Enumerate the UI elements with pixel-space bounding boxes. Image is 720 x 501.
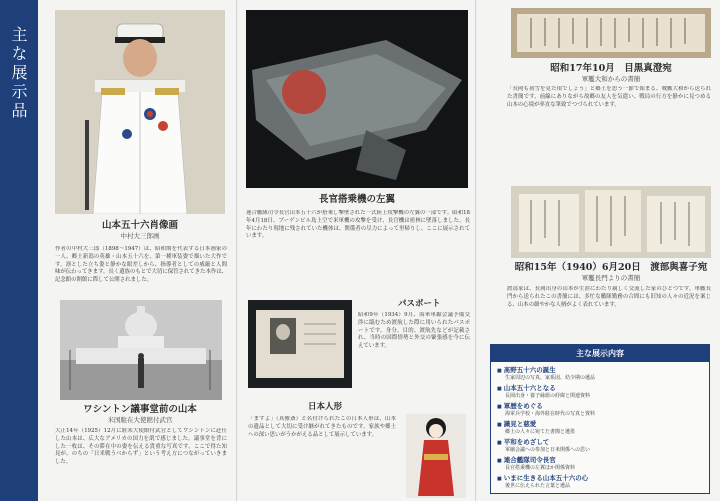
admiral-portrait-image	[55, 10, 225, 214]
highlight-item: ■ 連合艦隊司令長官 長官搭乗機の左翼ほか関係資料	[497, 455, 703, 471]
highlight-item: ■ いまに生きる山本五十六の心 後世に伝えられた言葉と遺品	[497, 473, 703, 489]
highlights-title: 主な展示内容	[491, 345, 709, 362]
highlight-item: ■ 髙野五十六の誕生 生家周辺の写真、家系図、幼少期の遺品	[497, 365, 703, 381]
wing-image	[246, 10, 468, 188]
doll-description: 「ますよ」（真雅斎）と名付けられたこの日本人形は、山本の遺品として大切に受け継がれてきたものです。家族や郷土への深い思いがうかがえる品として展示しています。	[248, 416, 396, 438]
capitol-description: 大正14年（1925）12月に駐米大使館付武官としてワシントンに赴任した山本は、広大なアメリカの国力を肌で感じました。議事堂を背にした一枚は、その滞在中の姿を伝える貴重な写真です。ここで得た知見が、のちの「日米戦うべからず」という考え方につながっていきました。	[55, 428, 227, 466]
doll-title: 日本人形	[308, 402, 343, 412]
wing-description: 連合艦隊司令長官山本五十六が搭乗し撃墜された一式陸上攻撃機の左翼の一部です。昭和18年4月18日、ブーゲンビル島上空で米軍機の攻撃を受け、長官機は密林に墜落しました。長年にわたり現地に残されていた機体は、関係者の尽力によって里帰りし、ここに展示されています。	[246, 210, 470, 240]
passport-title: パスポート	[398, 299, 441, 309]
panel-left	[0, 0, 237, 501]
capitol-credit: 米国駐在大使館付武官	[107, 415, 173, 424]
portrait-description: 作者の中村大三郎（1898～1947）は、昭和期を代表する日本画家の一人。郷土新潟の英雄・山本五十六を、第一種軍装姿で描いた大作です。凛とした立ち姿と静かな眼差しから、指導者としての威厳と人間味が伝わってきます。長く遺族のもとで大切に保管されてきた本作は、記念館の開館に際して公開されました。	[55, 246, 227, 284]
portrait-title: 山本五十六肖像画	[101, 220, 178, 231]
letter1-photo	[511, 8, 711, 58]
section-title-bar	[0, 0, 38, 501]
panel-middle	[238, 0, 476, 501]
letter2-title: 昭和15年（1940）6月20日 渡部與喜子宛	[514, 262, 708, 273]
wing-caption	[246, 194, 468, 206]
letter1-title: 昭和17年10月 目黒真澄宛	[550, 63, 672, 74]
capitol-caption	[55, 404, 225, 424]
highlight-item: ■ 軍歴をめぐる 海軍兵学校・海外駐在時代の写真と資料	[497, 401, 703, 417]
letter2-image	[511, 186, 711, 258]
letter2-description: 渡部家は、長岡出身の山本が生涯にわたり親しく交流した家のひとつです。軍艦長門から送られたこの書簡には、多忙な艦隊勤務の合間にも旧知の人々の近況を案じる、山本の細やかな人柄がよく表れています。	[507, 286, 711, 308]
capitol-title: ワシントン議事堂前の山本	[83, 404, 197, 415]
passport-photo	[248, 300, 352, 388]
highlights-box	[490, 344, 710, 494]
letter1-description: 「長岡も初雪を見た頃でしょう」と郷土を思う一節で始まる、戦艦大和から送られた書簡です。前線にありながら故郷の友人を気遣い、戦局の行方を静かに見つめる山本の心境が率直な筆致でつづられています。	[507, 86, 711, 108]
doll-photo	[406, 414, 466, 498]
highlights-list	[491, 362, 709, 494]
wing-photo	[246, 10, 468, 188]
doll-image	[406, 414, 466, 498]
portrait-caption	[55, 220, 225, 240]
letter1-caption	[511, 63, 711, 83]
letter2-photo	[511, 186, 711, 258]
highlight-item: ■ 識見と慈愛 郷土の人々に宛てた書簡と遺墨	[497, 419, 703, 435]
letter1-image	[511, 8, 711, 58]
capitol-photo	[60, 300, 222, 400]
highlight-item: ■ 山本五十六となる 長岡出身・養子縁組の経緯と関連資料	[497, 383, 703, 399]
letter2-credit: 軍艦長門よりの書簡	[581, 273, 641, 282]
portrait-credit: 中村大三郎画	[120, 231, 160, 240]
portrait-painting	[55, 10, 225, 214]
letter1-credit: 軍艦大和からの書簡	[581, 74, 641, 83]
wing-title: 長官搭乗機の左翼	[318, 194, 395, 205]
section-title: 主な展示品	[9, 26, 28, 121]
passport-image	[248, 300, 352, 388]
letter2-caption	[507, 262, 715, 282]
capitol-image	[60, 300, 222, 400]
highlight-item: ■ 平和をめざして 軍縮会議への参加と日米関係への思い	[497, 437, 703, 453]
passport-description: 昭和9年（1934）9月、海軍軍縮会議予備交渉に臨むため渡航した際に用いられたパスポートです。身分、目的、渡航先などが記載され、当時の国際情勢と外交の緊張感を今に伝えています。	[358, 312, 470, 350]
